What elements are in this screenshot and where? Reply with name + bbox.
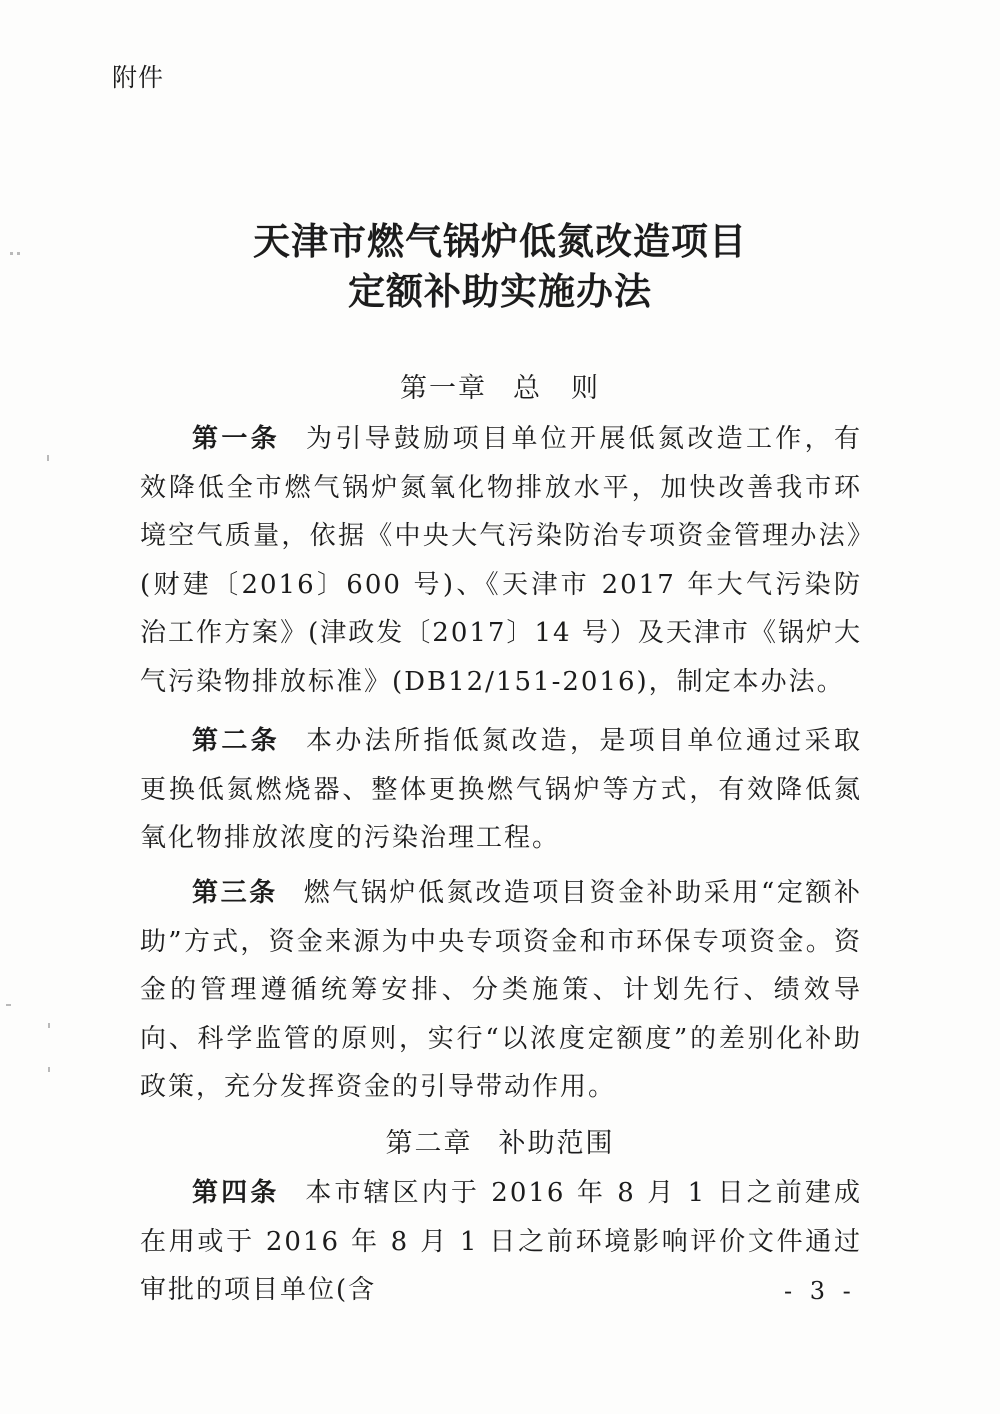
article-4 [140,1169,862,1315]
article-4-head: 第四条 [192,1178,280,1208]
article-1 [140,415,862,706]
article-3-head: 第三条 [192,878,278,908]
document-title-line-1: 天津市燃气锅炉低氮改造项目 [253,219,747,263]
article-3 [140,869,862,1112]
article-1-body: 为引导鼓励项目单位开展低氮改造工作，有效降低全市燃气锅炉氮氧化物排放水平，加快改善我市环境空气质量，依据《中央大气污染防治专项资金管理办法》(财建〔2016〕600 号)、《天津市 2017 年大气污染防治工作方案》(津政发〔2017〕14 号）及天津市《锅炉大气污染物排放标准》(DB12/151-2016)，制定本办法。 [140,424,862,697]
article-2-head: 第二条 [192,726,280,756]
scan-speck [17,252,20,255]
document-title-line-2: 定额补助实施办法 [348,269,652,313]
chapter-1-heading [0,366,1000,405]
chapter-1-number: 第一章 [400,373,487,404]
scan-speck [6,1004,11,1006]
chapter-2-name: 补助范围 [498,1128,615,1159]
page-number: - 3 - [784,1277,856,1305]
scan-speck [48,1023,50,1028]
scan-speck [10,252,13,255]
article-1-head: 第一条 [192,424,280,454]
article-3-body: 燃气锅炉低氮改造项目资金补助采用“定额补助”方式，资金来源为中央专项资金和市环保专项资金。资金的管理遵循统筹安排、分类施策、计划先行、绩效导向、科学监管的原则，实行“以浓度定额度”的差别化补助政策，充分发挥资金的引导带动作用。 [140,878,862,1102]
attachment-label: 附件 [112,63,165,92]
scan-speck [48,1067,50,1072]
scan-speck [47,455,49,461]
chapter-2-number: 第二章 [385,1128,473,1159]
chapter-2-heading [0,1121,1000,1160]
chapter-1-name: 总 则 [513,373,600,404]
article-2 [140,717,862,863]
article-2-body: 本办法所指低氮改造，是项目单位通过采取更换低氮燃烧器、整体更换燃气锅炉等方式，有效降低氮氧化物排放浓度的污染治理工程。 [140,726,862,853]
article-4-body: 本市辖区内于 2016 年 8 月 1 日之前建成在用或于 2016 年 8 月 1 日之前环境影响评价文件通过审批的项目单位(含 [140,1178,862,1305]
